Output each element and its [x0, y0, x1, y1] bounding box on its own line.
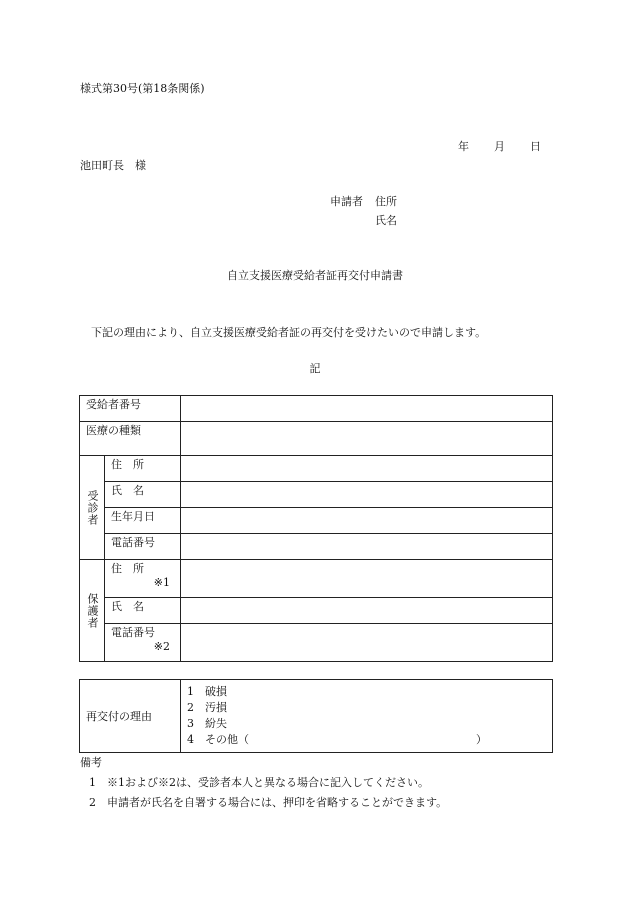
- applicant-address-label: 住所: [375, 195, 397, 208]
- guardian-group-label: 保護者: [80, 560, 105, 662]
- reason-other-close-paren: ）: [476, 733, 487, 746]
- reason-option-other[interactable]: [187, 732, 546, 748]
- body-text: 下記の理由により、自立支援医療受給者証の再交付を受けたいので申請します。: [91, 326, 487, 339]
- ki-heading: 記: [309, 362, 321, 375]
- applicant-name-label: 氏名: [375, 214, 397, 227]
- guardian-phone-label: 電話番号: [111, 626, 155, 639]
- patient-group-label: 受診者: [80, 456, 105, 560]
- addressee: 池田町長 様: [80, 159, 146, 172]
- recipient-number-field[interactable]: [181, 396, 553, 422]
- reason-option-soiled[interactable]: 2 汚損: [187, 701, 227, 714]
- date-day-label: 日: [530, 140, 541, 153]
- date-year-label: 年: [458, 140, 469, 153]
- form-number: 様式第30号(第18条関係): [80, 82, 205, 95]
- guardian-phone-cell: [105, 624, 181, 662]
- reason-option-lost[interactable]: 3 紛失: [187, 717, 227, 730]
- note-mark-1: ※1: [153, 576, 170, 589]
- reason-option-other-label: 4 その他（: [187, 733, 249, 746]
- patient-address-field[interactable]: [181, 456, 553, 482]
- guardian-name-field[interactable]: [181, 598, 553, 624]
- note-mark-2: ※2: [153, 640, 170, 653]
- reason-option-damage[interactable]: 1 破損: [187, 685, 227, 698]
- patient-birthdate-label: 生年月日: [105, 508, 181, 534]
- patient-address-label: 住 所: [105, 456, 181, 482]
- guardian-phone-field[interactable]: [181, 624, 553, 662]
- patient-name-field[interactable]: [181, 482, 553, 508]
- patient-phone-label: 電話番号: [105, 534, 181, 560]
- guardian-name-label: 氏 名: [105, 598, 181, 624]
- applicant-label: 申請者: [330, 195, 363, 208]
- medical-type-field[interactable]: [181, 422, 553, 456]
- note-item-1: 1 ※1および※2は、受診者本人と異なる場合に記入してください。: [89, 776, 429, 789]
- date-month-label: 月: [494, 140, 505, 153]
- reason-label: 再交付の理由: [80, 680, 181, 753]
- medical-type-label: 医療の種類: [80, 422, 181, 456]
- guardian-address-label: 住 所: [111, 562, 144, 575]
- document-title: 自立支援医療受給者証再交付申請書: [227, 269, 403, 282]
- patient-birthdate-field[interactable]: [181, 508, 553, 534]
- notes-heading: 備考: [80, 756, 102, 769]
- patient-name-label: 氏 名: [105, 482, 181, 508]
- recipient-number-label: 受給者番号: [80, 396, 181, 422]
- reason-table: [79, 679, 553, 753]
- guardian-address-field[interactable]: [181, 560, 553, 598]
- patient-phone-field[interactable]: [181, 534, 553, 560]
- guardian-address-cell: [105, 560, 181, 598]
- note-item-2: 2 申請者が氏名を自署する場合には、押印を省略することができます。: [89, 796, 448, 809]
- info-table: [79, 395, 553, 662]
- reason-options: [181, 680, 553, 753]
